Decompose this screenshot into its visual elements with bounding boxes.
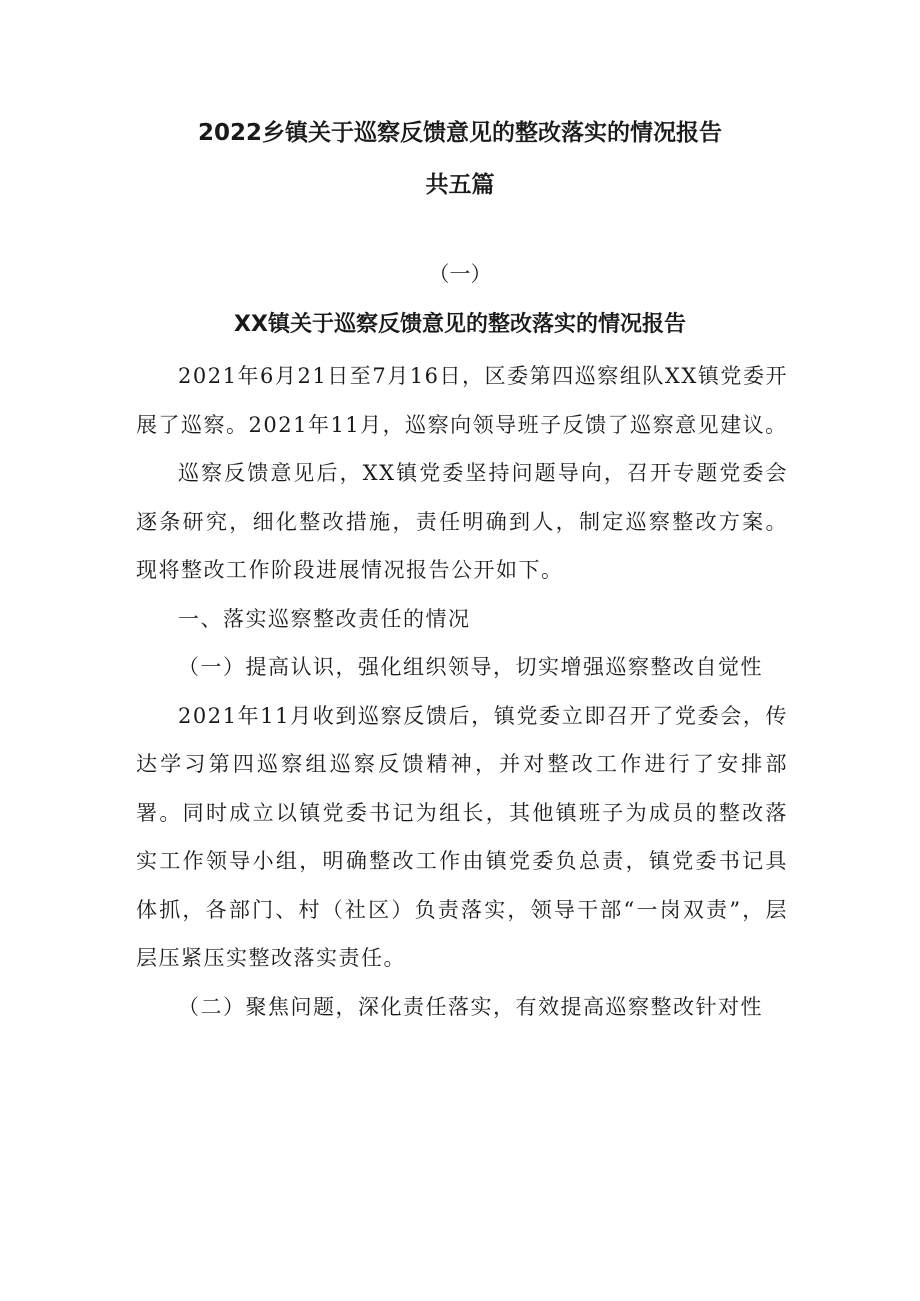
section-number: （一） [428, 262, 492, 286]
heading-level2-second: （二）聚焦问题，深化责任落实，有效提高巡察整改针对性 [178, 994, 763, 1019]
paragraph-response: 巡察反馈意见后，XX镇党委坚持问题导向，召开专题党委会逐条研究，细化整改措施，责任明确到人，制定巡察整改方案。现将整改工作阶段进展情况报告公开如下。 [136, 461, 788, 582]
document-title: 2022乡镇关于巡察反馈意见的整改落实的情况报告 [197, 120, 722, 146]
heading-level2-first: （一）提高认识，强化组织领导，切实增强巡察整改自觉性 [178, 655, 763, 679]
document-body [136, 352, 788, 1031]
paragraph-detail: 2021年11月收到巡察反馈后，镇党委立即召开了党委会，传达学习第四巡察组巡察反馈精神，并对整改工作进行了安排部署。同时成立以镇党委书记为组长，其他镇班子为成员的整改落实工作领导小组，明确整改工作由镇党委负总责，镇党委书记具体抓，各部门、村（社区）负责落实，领导干部“一岗双责”，层层压紧压实整改落实责任。 [136, 703, 788, 970]
paragraph-intro: 2021年6月21日至7月16日，区委第四巡察组队XX镇党委开展了巡察。2021年11月，巡察向领导班子反馈了巡察意见建议。 [136, 364, 788, 437]
heading-level1: 一、落实巡察整改责任的情况 [178, 606, 471, 631]
document-subtitle: 共五篇 [425, 172, 495, 198]
section-title: XX镇关于巡察反馈意见的整改落实的情况报告 [234, 312, 686, 337]
